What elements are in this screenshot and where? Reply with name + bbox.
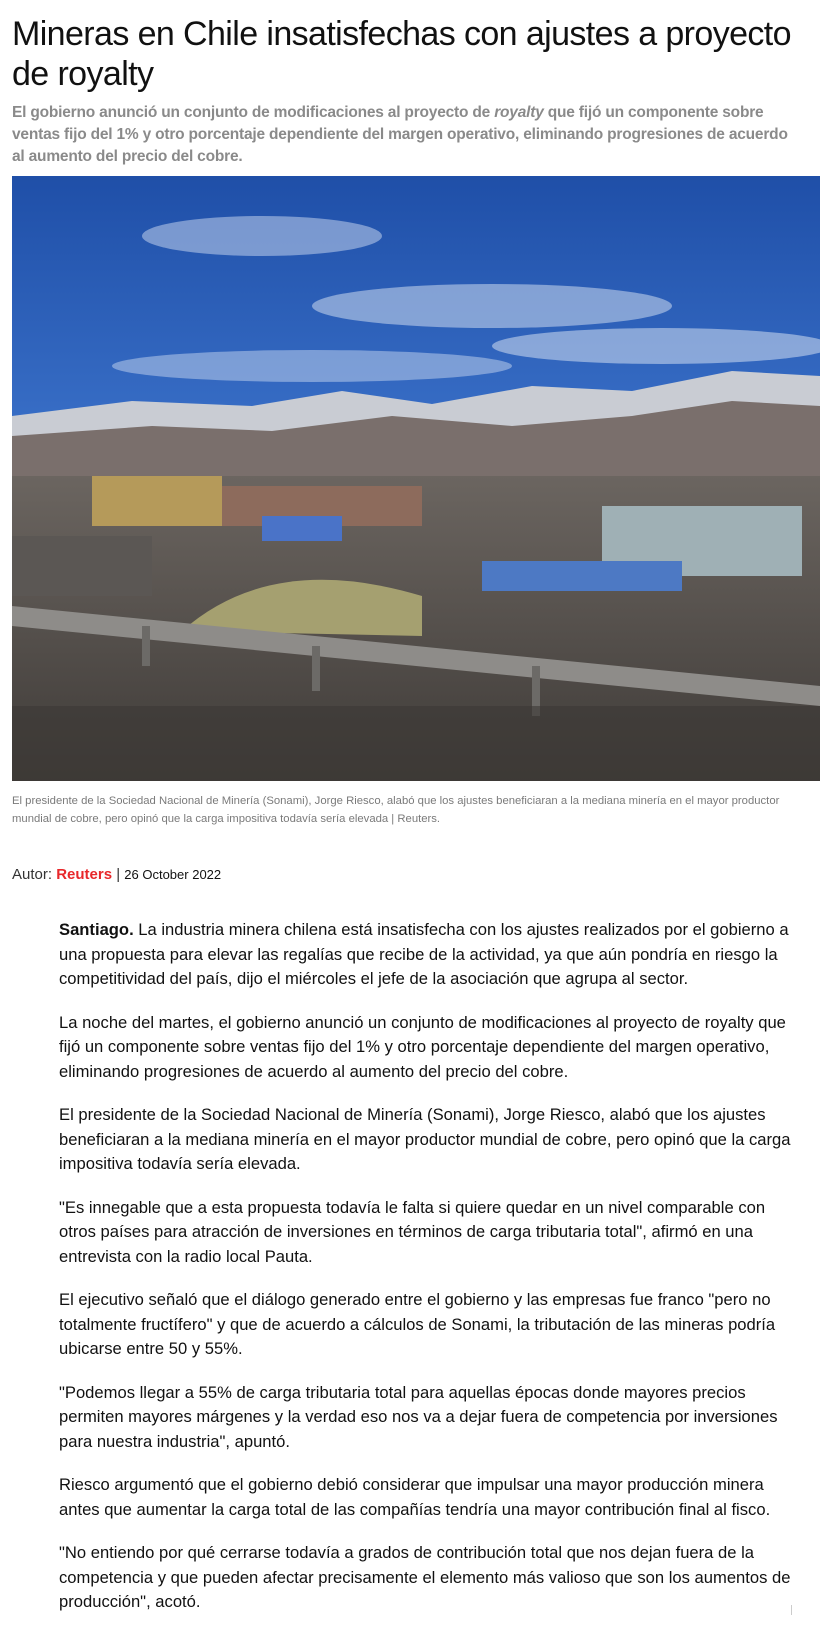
lead-text-end: que fijó un componente sobre ventas fijo del 1% y otro porcentaje dependiente del margen operativo, eliminando progresiones de acuerdo al aumento del precio del cobre. xyxy=(12,104,788,165)
article-paragraph: El ejecutivo señaló que el diálogo generado entre el gobierno y las empresas fue franco "pero no totalmente fructífero" y que de acuerdo a cálculos de Sonami, la tributación de las mineras podría ubicarse entre 50 y 55%. xyxy=(59,1290,776,1358)
publish-date: 26 October 2022 xyxy=(124,867,222,882)
scroll-marker xyxy=(791,1605,792,1615)
lead-italic: royalty xyxy=(494,104,544,121)
photo-caption: El presidente de la Sociedad Nacional de Minería (Sonami), Jorge Riesco, alabó que los ajustes beneficiaran a la mediana minería en el mayor productor mundial de cobre, pero opinó que la carga impositiva todavía sería elevada | Reuters. xyxy=(12,795,780,825)
article-paragraph: La noche del martes, el gobierno anunció un conjunto de modificaciones al proyecto de royalty que fijó un componente sobre ventas fijo del 1% y otro porcentaje dependiente del margen operativo, eliminando progresiones de acuerdo al aumento del precio del cobre. xyxy=(59,1012,786,1081)
byline-label: Autor: xyxy=(12,866,57,883)
article-paragraph: "No entiendo por qué cerrarse todavía a grados de contribución total que nos dejan fuera de la competencia y que pueden afectar precisamente el elemento más valioso que son los aumentos de producción", acotó. xyxy=(59,1543,791,1611)
mine-landscape-image xyxy=(12,176,820,781)
article-paragraph xyxy=(59,918,794,992)
article-paragraph: "Es innegable que a esta propuesta todavía le falta si quiere quedar en un nivel comparable con otros países para atracción de inversiones en términos de carga tributaria total", afirmó en una entrevista con la radio local Pauta. xyxy=(59,1197,766,1266)
dateline: Santiago. xyxy=(59,920,134,939)
author-link[interactable]: Reuters xyxy=(56,866,113,883)
article-body xyxy=(59,918,794,1634)
article-title: Mineras en Chile insatisfechas con ajustes a proyecto de royalty xyxy=(12,15,791,93)
paragraph-text: La industria minera chilena está insatisfecha con los ajustes realizados por el gobierno a una propuesta para elevar las regalías que recibe de la actividad, ya que aún pondría en riesgo la competitividad del país, dijo el miércoles el jefe de la asociación que agrupa al sector. xyxy=(59,920,789,988)
article-paragraph: El presidente de la Sociedad Nacional de Minería (Sonami), Jorge Riesco, alabó que los ajustes beneficiaran a la mediana minería en el mayor productor mundial de cobre, pero opinó que la carga impositiva todavía sería elevada. xyxy=(59,1105,791,1173)
byline-separator: | xyxy=(112,866,125,883)
byline xyxy=(12,866,221,883)
lead-text: El gobierno anunció un conjunto de modificaciones al proyecto de xyxy=(12,104,495,121)
article-paragraph: "Podemos llegar a 55% de carga tributaria total para aquellas épocas donde mayores precios permiten mayores márgenes y la verdad eso nos va a dejar fuera de competencia por inversiones para nuestra industria", apuntó. xyxy=(59,1382,778,1451)
article-paragraph: Riesco argumentó que el gobierno debió considerar que impulsar una mayor producción minera antes que aumentar la carga total de las compañías tendría una mayor contribución final al fisco. xyxy=(59,1475,771,1519)
article-lead xyxy=(12,102,802,168)
article-photo xyxy=(12,176,820,781)
